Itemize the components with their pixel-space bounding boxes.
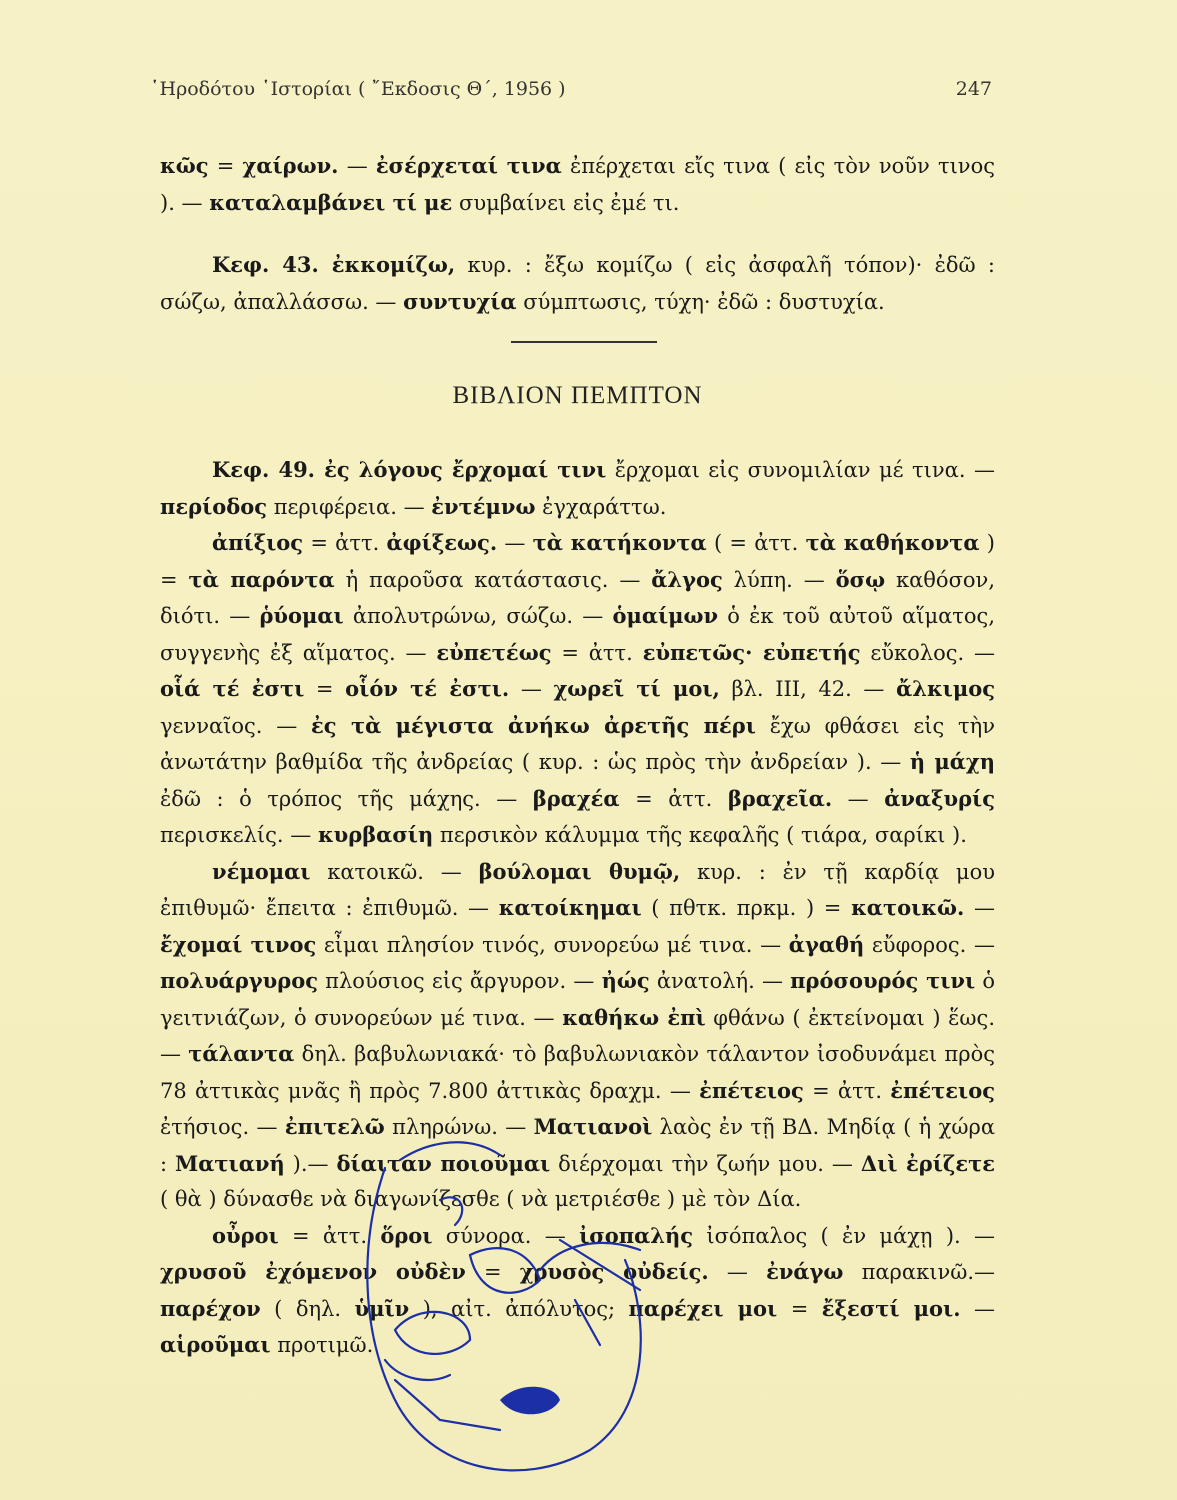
gloss-text: ἀνατολή. — bbox=[649, 969, 791, 993]
gloss-text: φθάνω ( ἐκτείνομαι ) ἕως. — bbox=[160, 1005, 995, 1066]
gloss-text: προτιμῶ. bbox=[270, 1333, 374, 1357]
gloss-text: δηλ. βαβυλωνιακά· τὸ βαβυλωνιακὸν τάλαντον ἰσοδυνάμει πρὸς 78 ἀττικὰς μνᾶς ἢ πρὸς 7.800 ἀττικὰς δραχμ. — bbox=[160, 1042, 995, 1103]
gloss-text: ).— bbox=[284, 1151, 337, 1176]
headword: ὅροι bbox=[380, 1222, 433, 1248]
gloss-text: περιφέρεια. — bbox=[267, 494, 432, 519]
glossary-paragraph bbox=[160, 854, 995, 1218]
gloss-text: λύπη. — bbox=[722, 567, 836, 592]
headword: ἀπίξιος bbox=[212, 530, 304, 555]
gloss-text: — bbox=[960, 1296, 996, 1321]
headword: χαίρων. bbox=[242, 153, 339, 178]
gloss-text: βλ. III, 42. — bbox=[719, 677, 897, 701]
headword: οἷά τέ ἐστι bbox=[160, 676, 305, 701]
headword: ὑμῖν bbox=[354, 1295, 410, 1321]
headword: Διὶ ἐρίζετε bbox=[860, 1150, 996, 1176]
gloss-text: ( = ἀττ. bbox=[706, 531, 806, 555]
headword: χωρεῖ τί μοι, bbox=[553, 676, 720, 701]
gloss-text: κυρ. : ἔξω κομίζω ( εἰς ἀσφαλῆ τόπον)· ἐδῶ : σώζω, ἀπαλλάσσω. — bbox=[160, 253, 995, 314]
headword: ὅσῳ bbox=[835, 566, 886, 592]
gloss-text: ( θὰ ) δύνασθε νὰ διαγωνίζεσθε ( νὰ μετριέσθε ) μὲ τὸν Δία. bbox=[160, 1187, 802, 1211]
top-text-block bbox=[160, 148, 995, 320]
gloss-text: λαὸς ἐν τῇ ΒΔ. Μηδίᾳ ( ἡ χώρα : bbox=[160, 1115, 995, 1176]
gloss-text: σύνορα. — bbox=[432, 1223, 580, 1248]
headword: καταλαμβάνει τί με bbox=[209, 189, 453, 215]
gloss-text: κατοικῶ. — bbox=[310, 859, 479, 884]
headword: κυρβασίη bbox=[317, 822, 434, 847]
headword: ἀναξυρίς bbox=[884, 785, 996, 811]
gloss-text: = ἀττ. bbox=[551, 640, 643, 665]
headword: παρέχει μοι bbox=[628, 1295, 778, 1321]
gloss-text: = ἀττ. bbox=[619, 786, 728, 811]
gloss-text: ὁ ἐκ τοῦ αὐτοῦ αἵματος, συγγενὴς ἐξ αἵματος. — bbox=[160, 604, 995, 665]
gloss-text: καθόσον, διότι. — bbox=[160, 567, 995, 628]
gloss-text: ἔρχομαι εἰς συνομιλίαν μέ τινα. — bbox=[606, 458, 995, 482]
gloss-text: ἡ παροῦσα κατάστασις. — bbox=[334, 567, 652, 592]
gloss-text: γενναῖος. — bbox=[160, 713, 312, 738]
gloss-text: = ἀττ. bbox=[303, 531, 387, 555]
headword: ἄλγος bbox=[651, 566, 723, 592]
section-divider bbox=[511, 341, 657, 343]
headword: Κεφ. 43. ἐκκομίζω, bbox=[212, 252, 456, 277]
headword: κατοικῶ. bbox=[851, 895, 965, 920]
headword: ὁμαίμων bbox=[612, 603, 719, 628]
gloss-text: — bbox=[509, 677, 554, 701]
gloss-text: = ἀττ. bbox=[278, 1223, 381, 1248]
headword: τὰ κατήκοντα bbox=[532, 530, 707, 555]
headword: καθήκω ἐπὶ bbox=[562, 1004, 706, 1030]
gloss-text: πλούσιος εἰς ἄργυρον. — bbox=[318, 969, 602, 993]
glossary-paragraph bbox=[160, 452, 995, 525]
headword: ἠώς bbox=[601, 968, 650, 993]
headword: ἰσοπαλής bbox=[579, 1222, 694, 1248]
main-text-block bbox=[160, 452, 995, 1364]
headword: ἔξεστί μοι. bbox=[821, 1295, 961, 1321]
gloss-text: εὔφορος. — bbox=[864, 932, 996, 957]
headword: τάλαντα bbox=[188, 1041, 295, 1066]
headword: ἐς τὰ μέγιστα ἀνήκω ἀρετῆς πέρι bbox=[311, 712, 756, 738]
gloss-text: παρακινῶ.— bbox=[843, 1260, 996, 1284]
gloss-text: περσικὸν κάλυμμα τῆς κεφαλῆς ( τιάρα, σαρίκι ). bbox=[433, 823, 967, 847]
gloss-text: εὔκολος. — bbox=[860, 640, 995, 665]
gloss-text: πληρώνω. — bbox=[384, 1115, 534, 1139]
gloss-text: — bbox=[338, 154, 376, 178]
headword: αἱροῦμαι bbox=[160, 1332, 271, 1357]
headword: πρόσουρός τινι bbox=[790, 968, 976, 993]
headword: ἡ μάχη bbox=[909, 749, 995, 774]
headword: ῥύομαι bbox=[259, 603, 344, 628]
headword: ἐντέμνω bbox=[431, 493, 536, 519]
headword: δίαιταν ποιοῦμαι bbox=[336, 1150, 551, 1176]
headword: παρέχον bbox=[160, 1295, 261, 1321]
gloss-text: διέρχομαι τὴν ζωήν μου. — bbox=[550, 1151, 861, 1176]
headword: ἀγαθή bbox=[788, 931, 865, 957]
mouth-scribble bbox=[500, 1387, 560, 1414]
gloss-text: ἐπέρχεται εἴς τινα ( εἰς τὸν νοῦν τινος ). — bbox=[160, 154, 995, 215]
headword: ἐνάγω bbox=[766, 1259, 844, 1284]
headword: ἐπέτειος bbox=[699, 1077, 804, 1103]
headword: τὰ παρόντα bbox=[188, 566, 335, 592]
gloss-text: ὁ γειτνιάζων, ὁ συνορεύων μέ τινα. — bbox=[160, 969, 995, 1030]
gloss-text: = bbox=[465, 1260, 520, 1284]
headword: περίοδος bbox=[160, 493, 268, 519]
headword: Κεφ. 49. ἐς λόγους ἔρχομαί τινι bbox=[212, 457, 607, 482]
gloss-text: ἐτήσιος. — bbox=[160, 1115, 285, 1139]
headword: ἄλκιμος bbox=[896, 676, 996, 701]
running-header bbox=[150, 78, 992, 100]
gloss-text: — bbox=[832, 786, 885, 811]
headword: οἷόν τέ ἐστι. bbox=[345, 676, 510, 701]
headword: τὰ καθήκοντα bbox=[805, 530, 980, 555]
gloss-text: — bbox=[497, 531, 533, 555]
gloss-text: — bbox=[708, 1260, 767, 1284]
gloss-text: συμβαίνει εἰς ἐμέ τι. bbox=[452, 190, 680, 215]
headword: νέμομαι bbox=[212, 858, 311, 884]
headword: κῶς bbox=[160, 153, 209, 178]
headword: ἐσέρχεταί τινα bbox=[375, 153, 562, 178]
headword: χρυσοῦ ἐχόμενον οὐδὲν bbox=[160, 1259, 466, 1284]
glossary-paragraph bbox=[160, 1218, 995, 1364]
gloss-text: = bbox=[304, 677, 346, 701]
section-heading: ΒΙΒΛΙΟΝ ΠΕΜΠΤΟΝ bbox=[452, 382, 703, 409]
headword: ἐπιτελῶ bbox=[284, 1114, 385, 1139]
headword: βραχέα bbox=[532, 785, 620, 811]
gloss-text: σύμπτωσις, τύχη· ἐδῶ : δυστυχία. bbox=[516, 289, 885, 314]
gloss-text: ἔχω φθάσει εἰς τὴν ἀνωτάτην βαθμίδα τῆς ἀνδρείας ( κυρ. : ὡς πρὸς τὴν ἀνδρείαν ). — bbox=[160, 713, 995, 774]
gloss-text: = ἀττ. bbox=[803, 1078, 891, 1103]
headword: πολυάργυρος bbox=[160, 968, 318, 993]
glossary-paragraph bbox=[160, 525, 995, 854]
gloss-text: ἐδῶ : ὁ τρόπος τῆς μάχης. — bbox=[160, 786, 533, 811]
gloss-text: περισκελίς. — bbox=[160, 823, 318, 847]
headword: Ματιανή bbox=[175, 1150, 285, 1176]
headword: βούλομαι θυμῷ, bbox=[478, 858, 681, 884]
headword: ἔχομαί τινος bbox=[160, 931, 317, 957]
headword: εὐπετέως bbox=[436, 639, 552, 665]
headword: Ματιανοὶ bbox=[533, 1114, 653, 1139]
gloss-text: ( δηλ. bbox=[260, 1296, 355, 1321]
gloss-text: — bbox=[964, 896, 995, 920]
headword: κατοίκημαι bbox=[498, 895, 642, 920]
headword: εὐπετῶς· εὐπετής bbox=[642, 639, 861, 665]
headword: ἐπέτειος bbox=[890, 1077, 995, 1103]
glossary-paragraph bbox=[160, 247, 995, 320]
gloss-text: ἀπολυτρώνω, σώζω. — bbox=[343, 604, 613, 628]
running-title: ῾Ηροδότου ῾Ιστορίαι ( ῎Εκδοσις Θ΄, 1956 ) bbox=[150, 78, 566, 100]
headword: συντυχία bbox=[403, 288, 517, 314]
gloss-text: κυρ. : ἐν τῇ καρδίᾳ μου ἐπιθυμῶ· ἔπειτα : ἐπιθυμῶ. — bbox=[160, 859, 995, 920]
gloss-text: ἰσόπαλος ( ἐν μάχῃ ). — bbox=[693, 1223, 995, 1248]
gloss-text: ), αἰτ. ἀπόλυτος; bbox=[409, 1296, 629, 1321]
page-number: 247 bbox=[955, 78, 992, 100]
gloss-text: = bbox=[777, 1296, 822, 1321]
glossary-paragraph bbox=[160, 148, 995, 221]
gloss-text: ) = bbox=[160, 531, 995, 592]
headword: ἀφίξεως. bbox=[386, 530, 498, 555]
gloss-text: εἶμαι πλησίον τινός, συνορεύω μέ τινα. — bbox=[316, 932, 789, 957]
gloss-text: ( πθτκ. πρκμ. ) = bbox=[641, 896, 852, 920]
headword: βραχεῖα. bbox=[727, 785, 833, 811]
headword: χρυσὸς οὐδείς. bbox=[519, 1259, 709, 1284]
gloss-text: ἐγχαράττω. bbox=[535, 494, 667, 519]
gloss-text: = bbox=[208, 154, 243, 178]
headword: οὖροι bbox=[212, 1222, 279, 1248]
